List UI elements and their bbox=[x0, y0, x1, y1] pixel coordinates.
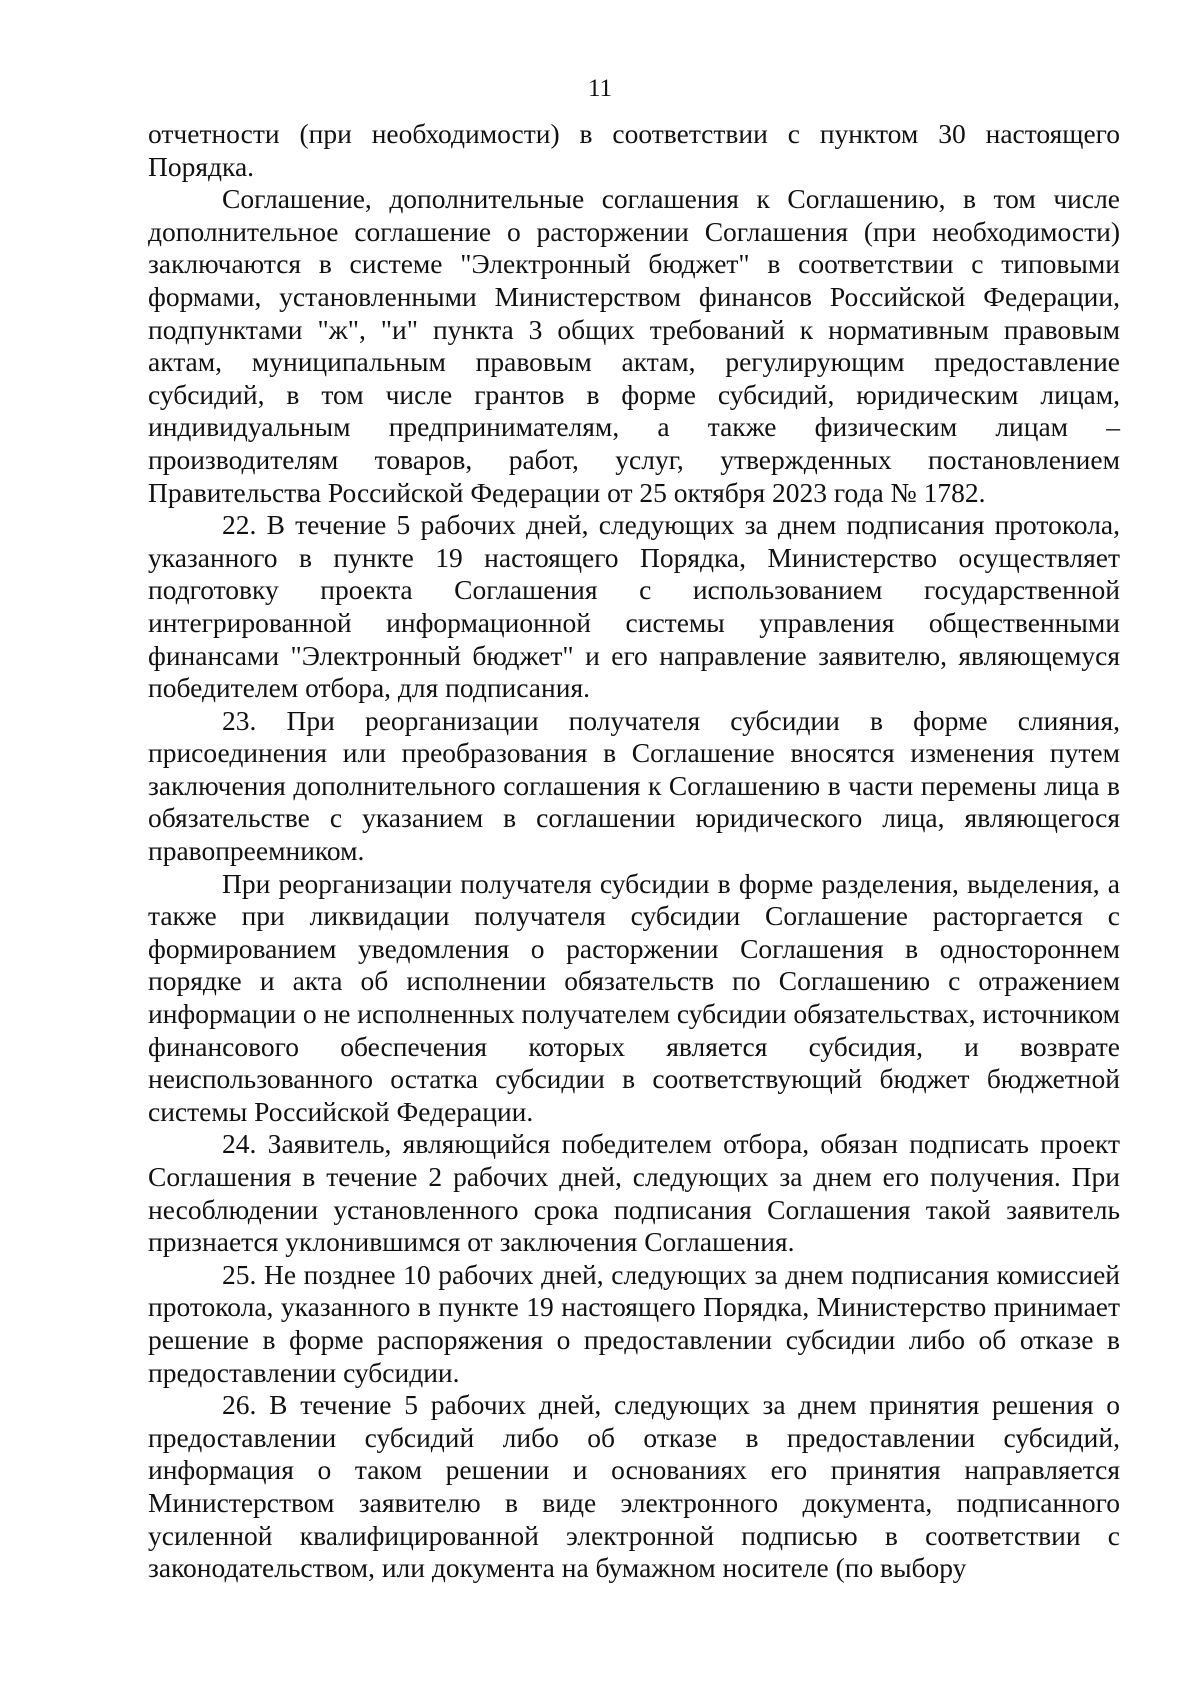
page-number: 11 bbox=[587, 75, 613, 102]
paragraph-item-24: 24. Заявитель, являющийся победителем отбора, обязан подписать проект Соглашения в течение 2 рабочих дней, следующих за днем его получения. При несоблюдении установленного срока подписания Соглашения такой заявитель признается уклонившимся от заключения Соглашения. bbox=[148, 1128, 1120, 1258]
paragraph-item-23-division: При реорганизации получателя субсидии в форме разделения, выделения, а также при ликвидации получателя субсидии Соглашение расторгается с формированием уведомления о расторжении Соглашения в одностороннем порядке и акта об исполнении обязательств по Соглашению с отражением информации о не исполненных получателем субсидии обязательствах, источником финансового обеспечения которых является субсидия, и возврате неиспользованного остатка субсидии в соответствующий бюджет бюджетной системы Российской Федерации. bbox=[148, 867, 1120, 1127]
document-body bbox=[148, 118, 1120, 1585]
paragraph-agreement-system: Соглашение, дополнительные соглашения к Соглашению, в том числе дополнительное соглашение о расторжении Соглашения (при необходимости) заключаются в системе "Электронный бюджет" в соответствии с типовыми формами, установленными Министерством финансов Российской Федерации, подпунктами "ж", "и" пункта 3 общих требований к нормативным правовым актам, муниципальным правовым актам, регулирующим предоставление субсидий, в том числе грантов в форме субсидий, юридическим лицам, индивидуальным предпринимателям, а также физическим лицам – производителям товаров, работ, услуг, утвержденных постановлением Правительства Российской Федерации от 25 октября 2023 года № 1782. bbox=[148, 183, 1120, 508]
paragraph-item-22: 22. В течение 5 рабочих дней, следующих за днем подписания протокола, указанного в пункте 19 настоящего Порядка, Министерство осуществляет подготовку проекта Соглашения с использованием государственной интегрированной информационной системы управления общественными финансами "Электронный бюджет" и его направление заявителю, являющемуся победителем отбора, для подписания. bbox=[148, 509, 1120, 704]
paragraph-item-25: 25. Не позднее 10 рабочих дней, следующих за днем подписания комиссией протокола, указанного в пункте 19 настоящего Порядка, Министерство принимает решение в форме распоряжения о предоставлении субсидии либо об отказе в предоставлении субсидии. bbox=[148, 1258, 1120, 1388]
paragraph-continuation: отчетности (при необходимости) в соответствии с пунктом 30 настоящего Порядка. bbox=[148, 118, 1120, 182]
paragraph-item-26: 26. В течение 5 рабочих дней, следующих за днем принятия решения о предоставлении субсидий либо об отказе в предоставлении субсидий, информация о таком решении и основаниях его принятия направляется Министерством заявителю в виде электронного документа, подписанного усиленной квалифицированной электронной подписью в соответствии с законодательством, или документа на бумажном носителе (по выбору bbox=[148, 1389, 1120, 1584]
paragraph-item-23: 23. При реорганизации получателя субсидии в форме слияния, присоединения или преобразования в Соглашение вносятся изменения путем заключения дополнительного соглашения к Соглашению в части перемены лица в обязательстве с указанием в соглашении юридического лица, являющегося правопреемником. bbox=[148, 704, 1120, 867]
